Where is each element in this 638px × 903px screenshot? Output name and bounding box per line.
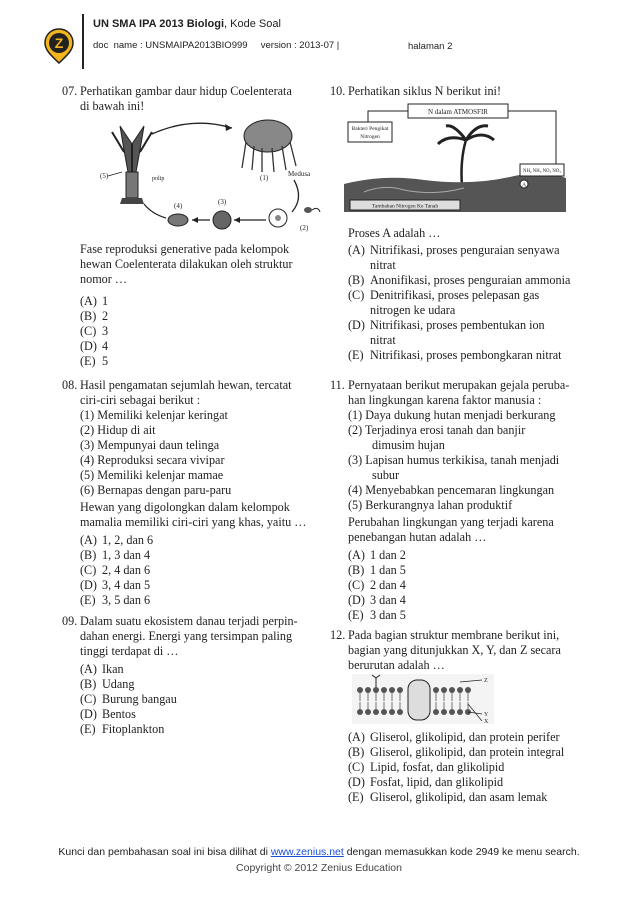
figure-label-1: (1) [260,174,269,182]
header-version: version : 2013-07 | [260,40,340,51]
question-stem-line: Perubahan lingkungan yang terjadi karena [348,515,554,529]
question-text-line: Dalam suatu ekosistem danau terjadi perpin- [80,614,298,628]
option-c[interactable]: (C) Lipid, fosfat, dan glikolipid [348,760,505,774]
list-item: (3) Mempunyai daun telinga [80,438,220,452]
option-c-cont: nitrogen ke udara [370,303,456,317]
question-number: 11. [330,378,345,392]
zenius-link[interactable]: www.zenius.net [270,846,344,858]
option-e[interactable]: (E) Fitoplankton [80,722,165,736]
question-text-line: Perhatikan siklus N berikut ini! [348,84,501,98]
question-text-line: bagian yang ditunjukkan X, Y, dan Z secara [348,643,561,657]
figure-label-5: (5) [100,172,109,180]
figure-label-polip: polip [152,176,165,182]
option-b[interactable]: (B) Gliserol, glikolipid, dan protein integral [348,745,565,759]
header-title-rest: , Kode Soal [224,18,281,30]
question-stem-line: nomor … [80,272,128,286]
zenius-logo [44,28,74,64]
figure-label-2: (2) [300,224,309,232]
option-c[interactable]: (C) Denitrifikasi, proses pelepasan gas [348,288,540,302]
option-e[interactable]: (E) Nitrifikasi, proses pembongkaran nitrat [348,348,562,362]
question-number: 10. [330,84,346,98]
question-text-line: Hasil pengamatan sejumlah hewan, tercatat [80,378,292,392]
option-a[interactable]: (A) Ikan [80,662,124,676]
list-item: (1) Daya dukung hutan menjadi berkurang [348,408,556,422]
option-b[interactable]: (B) 2 [80,309,109,323]
option-b[interactable]: (B) Anonifikasi, proses penguraian ammonia [348,273,571,287]
figure-a-label: A [521,182,527,189]
question-stem-line: mamalia memiliki ciri-ciri yang khas, yaitu … [80,515,307,529]
list-item: (6) Bernapas dengan paru-paru [80,483,232,497]
question-stem-line: penebangan hutan adalah … [348,530,487,544]
question-text-line: tinggi terdapat di … [80,644,179,658]
option-a[interactable]: (A) 1, 2, dan 6 [80,533,154,547]
question-text-line: han lingkungan karena faktor manusia : [348,393,542,407]
header-page: halaman 2 [408,41,453,52]
option-a[interactable]: (A) 1 [80,294,109,308]
option-e[interactable]: (E) 5 [80,354,109,368]
list-item: (1) Memiliki kelenjar keringat [80,408,228,422]
option-a[interactable]: (A) Nitrifikasi, proses penguraian senyawa [348,243,560,257]
option-d[interactable]: (D) Nitrifikasi, proses pembentukan ion [348,318,545,332]
footer-note: Kunci dan pembahasan soal ini bisa dilihat di www.zenius.net dengan memasukkan kode 2949 ke menu search. [58,846,580,858]
option-c[interactable]: (C) 3 [80,324,109,338]
question-stem-line: hewan Coelenterata dilakukan oleh struktur [80,257,293,271]
figure-z-label: Z [484,678,488,684]
option-e[interactable]: (E) 3 dan 5 [348,608,406,622]
option-d[interactable]: (D) Bentos [80,707,136,721]
figure-y-label: Y [484,712,489,718]
list-item: (2) Hidup di ait [80,423,156,437]
list-item: (5) Memiliki kelenjar mamae [80,468,224,482]
header-docinfo [93,40,339,51]
question-stem-line: Proses A adalah … [348,226,441,240]
question-text-line: dahan energi. Energi yang tersimpan paling [80,629,293,643]
header-title-bold: UN SMA IPA 2013 Biologi [93,18,225,30]
figure-x-label: X [484,719,489,724]
option-a[interactable]: (A) Gliserol, glikolipid, dan protein perifer [348,730,560,744]
question-text-line: ciri-ciri sebagai berikut : [80,393,201,407]
figure-nh-label: NH₄ NH₃ NO₂ NO₃ [522,169,562,174]
header-divider [82,14,84,69]
figure-label-3: (3) [218,198,227,206]
header-title [93,18,281,30]
option-a[interactable]: (A) 1 dan 2 [348,548,406,562]
figure-tambahan-label: Tambahan Nitrogen Ke Tanah [371,203,439,210]
option-b[interactable]: (B) 1 dan 5 [348,563,406,577]
option-e[interactable]: (E) 3, 5 dan 6 [80,593,151,607]
footer-copyright: Copyright © 2012 Zenius Education [236,862,402,874]
coelenterata-cycle-figure [82,114,322,236]
header-doc-name: doc name : UNSMAIPA2013BIO999 [93,40,248,51]
question-text-line: Pernyataan berikut merupakan gejala peruba- [348,378,570,392]
question-stem-line: Hewan yang digolongkan dalam kelompok [80,500,290,514]
question-number: 08. [62,378,78,392]
question-number: 09. [62,614,78,628]
figure-bakteri-label: Bakteri Pengikat [351,126,389,132]
option-d[interactable]: (D) 3, 4 dan 5 [80,578,151,592]
question-number: 12. [330,628,346,642]
list-item-cont: subur [372,468,400,482]
question-number: 07. [62,84,78,98]
option-b[interactable]: (B) Udang [80,677,135,691]
option-d[interactable]: (D) 4 [80,339,109,353]
membrane-figure [352,674,494,724]
list-item: (5) Berkurangnya lahan produktif [348,498,513,512]
question-text-line: Pada bagian struktur membrane berikut ini, [348,628,560,642]
nitrogen-cycle-figure [344,100,566,212]
option-b[interactable]: (B) 1, 3 dan 4 [80,548,151,562]
list-item-cont: dimusim hujan [372,438,445,452]
option-c[interactable]: (C) 2 dan 4 [348,578,406,592]
option-e[interactable]: (E) Gliserol, glikolipid, dan asam lemak [348,790,548,804]
option-c[interactable]: (C) 2, 4 dan 6 [80,563,151,577]
figure-label-medusa: Medusa [288,170,311,178]
list-item: (4) Reproduksi secara vivipar [80,453,225,467]
option-d[interactable]: (D) 3 dan 4 [348,593,406,607]
question-text-line: Perhatikan gambar daur hidup Coelenterata [80,84,292,98]
figure-nitrogen-label: Nitrogen [360,134,380,140]
option-d-cont: nitrat [370,333,396,347]
list-item: (3) Lapisan humus terkikisa, tanah menjadi [348,453,560,467]
question-text-line: berurutan adalah … [348,658,445,672]
figure-label-4: (4) [174,202,183,210]
figure-atmos-label: N dalam ATMOSFIR [428,108,488,116]
option-c[interactable]: (C) Burung bangau [80,692,177,706]
logo-letter: Z [54,35,64,51]
list-item: (2) Terjadinya erosi tanah dan banjir [348,423,526,437]
list-item: (4) Menyebabkan pencemaran lingkungan [348,483,555,497]
question-text-line: di bawah ini! [80,99,145,113]
option-a-cont: nitrat [370,258,396,272]
option-d[interactable]: (D) Fosfat, lipid, dan glikolipid [348,775,504,789]
question-stem-line: Fase reproduksi generative pada kelompok [80,242,290,256]
